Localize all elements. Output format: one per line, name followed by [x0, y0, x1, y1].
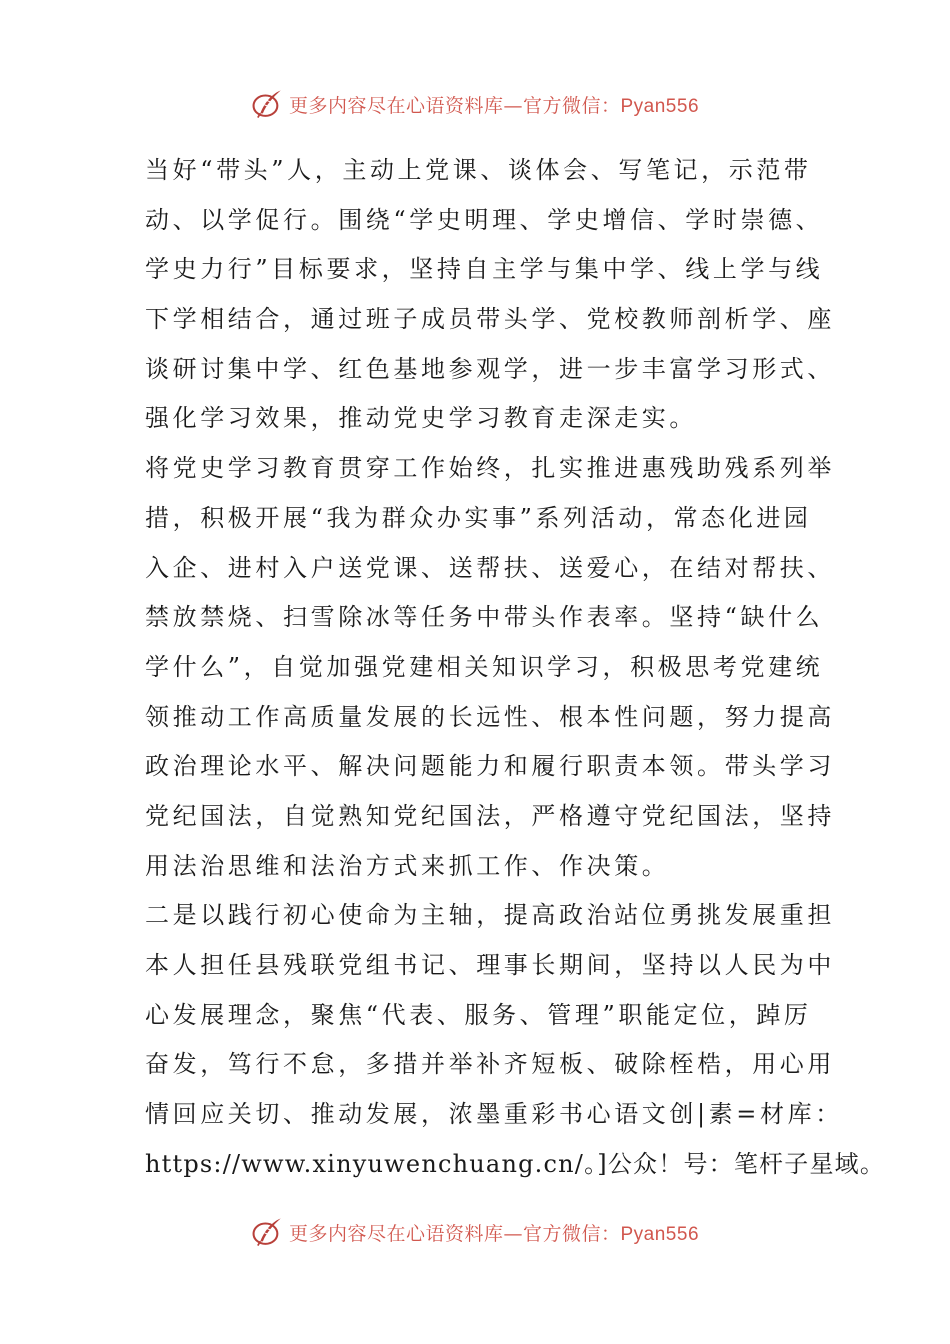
body-line: 心发展理念，聚焦“代表、服务、管理”职能定位，踔厉 [145, 1000, 812, 1029]
body-line: 下学相结合，通过班子成员带头学、党校教师剖析学、座 [145, 305, 835, 334]
body-line: 本人担任县残联党组书记、理事长期间，坚持以人民为中 [145, 951, 835, 979]
header-banner [0, 84, 950, 124]
footer-separator: — [503, 1222, 523, 1245]
header-brand: 更多内容尽在心语资料库 [288, 94, 504, 117]
quill-pen-logo-icon [251, 87, 285, 121]
body-line: 谈研讨集中学、红色基地参观学，进一步丰富学习形式、 [145, 354, 835, 383]
header-separator: — [503, 94, 523, 117]
body-line: 禁放禁烧、扫雪除冰等任务中带头作表率。坚持“缺什么 [145, 603, 824, 632]
body-line: 领推动工作高质量发展的长远性、根本性问题，努力提高 [145, 702, 835, 731]
body-line: 入企、进村入户送党课、送帮扶、送爱心，在结对帮扶、 [145, 553, 835, 582]
body-line: 党纪国法，自觉熟知党纪国法，严格遵守党纪国法，坚持 [145, 801, 835, 830]
body-line: 用法治思维和法治方式来抓工作、作决策。 [145, 851, 670, 880]
body-line: 措，积极开展“我为群众办实事”系列活动，常态化进园 [145, 503, 812, 532]
body-line: 强化学习效果，推动党史学习教育走深走实。 [145, 404, 697, 433]
quill-pen-logo-icon [251, 1215, 285, 1249]
body-line-url: https://www.xinyuwenchuang.cn/。]公众！号：笔杆子星域。 [145, 1149, 886, 1178]
body-line: 动、以学促行。围绕“学史明理、学史增信、学时崇德、 [145, 205, 824, 234]
footer-brand: 更多内容尽在心语资料库 [288, 1222, 504, 1245]
body-line: 学什么”，自觉加强党建相关知识学习，积极思考党建统 [145, 652, 824, 681]
body-line: 情回应关切、推动发展，浓墨重彩书心语文创|素=材库： [145, 1100, 843, 1129]
footer-wechat: 官方微信：Pyan556 [523, 1223, 700, 1245]
header-wechat: 官方微信：Pyan556 [523, 95, 700, 117]
body-line: 将党史学习教育贯穿工作始终，扎实推进惠残助残系列举 [145, 454, 835, 483]
footer-banner [0, 1212, 950, 1252]
body-line: 二是以践行初心使命为主轴，提高政治站位勇挑发展重担 [145, 901, 835, 930]
body-line: 当好“带头”人，主动上党课、谈体会、写笔记，示范带 [145, 156, 812, 184]
body-line: 政治理论水平、解决问题能力和履行职责本领。带头学习 [145, 752, 835, 781]
body-line: 奋发，笃行不怠，多措并举补齐短板、破除桎梏，用心用 [145, 1050, 835, 1079]
body-line: 学史力行”目标要求，坚持自主学与集中学、线上学与线 [145, 255, 824, 284]
document-body [145, 146, 886, 1189]
